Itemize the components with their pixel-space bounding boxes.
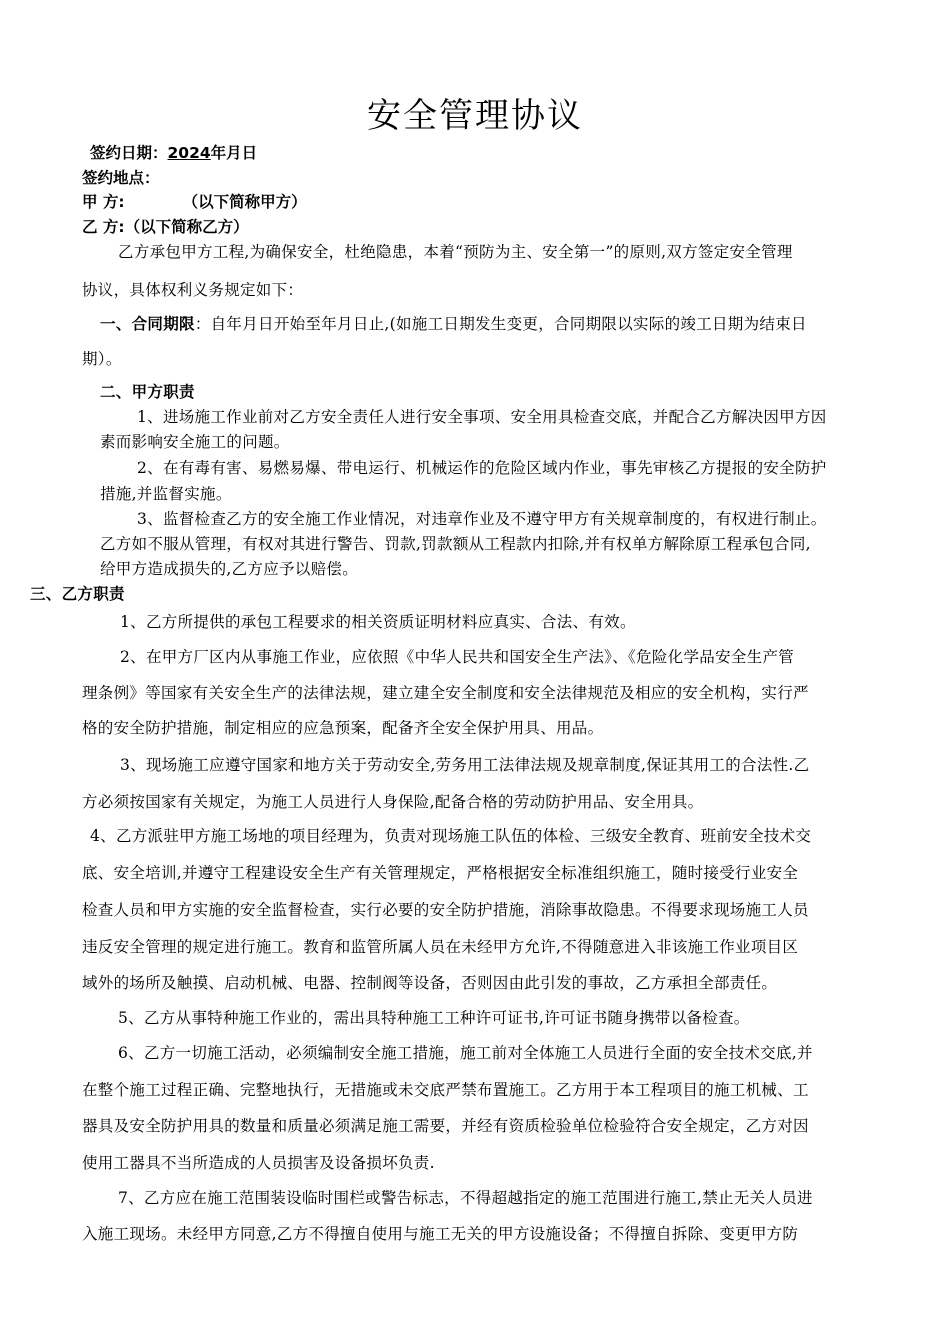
section-1-line-2: 期）。 bbox=[82, 350, 122, 368]
section-3-line: 1、乙方所提供的承包工程要求的相关资质证明材料应真实、合法、有效。 bbox=[120, 613, 636, 631]
sign-date-year: 2024 bbox=[167, 144, 211, 162]
section-3-line: 在整个施工过程正确、完整地执行，无措施或未交底严禁布置施工。乙方用于本工程项目的施工机械、工 bbox=[82, 1081, 809, 1099]
section-3-line: 入施工现场。未经甲方同意,乙方不得擅自使用与施工无关的甲方设施设备；不得擅自拆除、变更甲方防 bbox=[82, 1225, 799, 1243]
section-2-line: 3、监督检查乙方的安全施工作业情况，对违章作业及不遵守甲方有关规章制度的，有权进行制止。 bbox=[137, 510, 827, 528]
section-3-line: 检查人员和甲方实施的安全监督检查，实行必要的安全防护措施，消除事故隐患。不得要求现场施工人员 bbox=[82, 901, 809, 919]
section-1-heading: 一、合同期限 bbox=[100, 315, 195, 333]
party-a-note: （以下简称甲方） bbox=[182, 193, 307, 211]
section-2-line: 1、进场施工作业前对乙方安全责任人进行安全事项、安全用具检查交底，并配合乙方解决因甲方因 bbox=[137, 408, 827, 426]
sign-date-label: 签约日期： bbox=[90, 144, 168, 162]
section-3-line: 格的安全防护措施，制定相应的应急预案，配备齐全安全保护用具、用品。 bbox=[82, 719, 604, 737]
intro-line-2: 协议，具体权利义务规定如下： bbox=[82, 281, 304, 299]
party-a-label: 甲 方: bbox=[82, 193, 125, 211]
section-2-line: 给甲方造成损失的,乙方应予以赔偿。 bbox=[100, 560, 359, 578]
section-3-line: 违反安全管理的规定进行施工。教育和监管所属人员在未经甲方允许,不得随意进入非该施工作业项目区 bbox=[82, 938, 799, 956]
section-2-line: 措施,并监督实施。 bbox=[100, 485, 232, 503]
section-2-line: 素而影响安全施工的问题。 bbox=[100, 433, 290, 451]
intro-line-1: 乙方承包甲方工程,为确保安全，杜绝隐患，本着“预防为主、安全第一”的原则,双方签定安全管理 bbox=[118, 243, 793, 261]
document-title: 安全管理协议 bbox=[367, 96, 583, 136]
section-3-line: 底、安全培训,并遵守工程建设安全生产有关管理规定，严格根据安全标准组织施工，随时接受行业安全 bbox=[82, 864, 799, 882]
section-3-heading: 三、乙方职责 bbox=[30, 585, 125, 603]
section-3-line: 4、乙方派驻甲方施工场地的项目经理为，负责对现场施工队伍的体检、三级安全教育、班前安全技术交 bbox=[90, 827, 812, 845]
party-b-line: 乙 方:（以下简称乙方） bbox=[82, 218, 249, 236]
section-3-line: 域外的场所及触摸、启动机械、电器、控制阀等设备，否则因由此引发的事故，乙方承担全部责任。 bbox=[82, 974, 778, 992]
sign-date-line bbox=[90, 141, 257, 163]
section-3-line: 理条例》等国家有关安全生产的法律法规，建立建全安全制度和安全法律规范及相应的安全机构，实行严 bbox=[82, 684, 809, 702]
section-3-line: 3、现场施工应遵守国家和地方关于劳动安全,劳务用工法律法规及规章制度,保证其用工的合法性.乙 bbox=[120, 756, 810, 774]
section-2-heading: 二、甲方职责 bbox=[100, 383, 195, 401]
section-3-line: 器具及安全防护用具的数量和质量必须满足施工需要，并经有资质检验单位检验符合安全规定，乙方对因 bbox=[82, 1117, 809, 1135]
section-2-line: 2、在有毒有害、易燃易爆、带电运行、机械运作的危险区域内作业，事先审核乙方提报的安全防护 bbox=[137, 459, 827, 477]
section-3-line: 6、乙方一切施工活动，必须编制安全施工措施，施工前对全体施工人员进行全面的安全技术交底,并 bbox=[118, 1044, 813, 1062]
section-3-line: 7、乙方应在施工范围装设临时围栏或警告标志，不得超越指定的施工范围进行施工,禁止无关人员进 bbox=[118, 1189, 813, 1207]
section-2-line: 乙方如不服从管理，有权对其进行警告、罚款,罚款额从工程款内扣除,并有权单方解除原工程承包合同, bbox=[100, 535, 811, 553]
section-3-line: 使用工器具不当所造成的人员损害及设备损坏负责. bbox=[82, 1154, 435, 1172]
section-3-line: 2、在甲方厂区内从事施工作业，应依照《中华人民共和国安全生产法》、《危险化学品安全生产管 bbox=[120, 648, 795, 666]
sign-date-rest: 年月日 bbox=[210, 144, 258, 162]
section-3-line: 方必须按国家有关规定，为施工人员进行人身保险,配备合格的劳动防护用品、安全用具。 bbox=[82, 793, 704, 811]
section-3-line: 5、乙方从事特种施工作业的，需出具特种施工工种许可证书,许可证书随身携带以备检查。 bbox=[118, 1009, 750, 1027]
section-1-line-1: 一、合同期限：自年月日开始至年月日止,(如施工日期发生变更，合同期限以实际的竣工日期为结束日 bbox=[100, 315, 807, 333]
sign-place-label: 签约地点： bbox=[82, 169, 160, 187]
party-a-line bbox=[82, 190, 307, 212]
